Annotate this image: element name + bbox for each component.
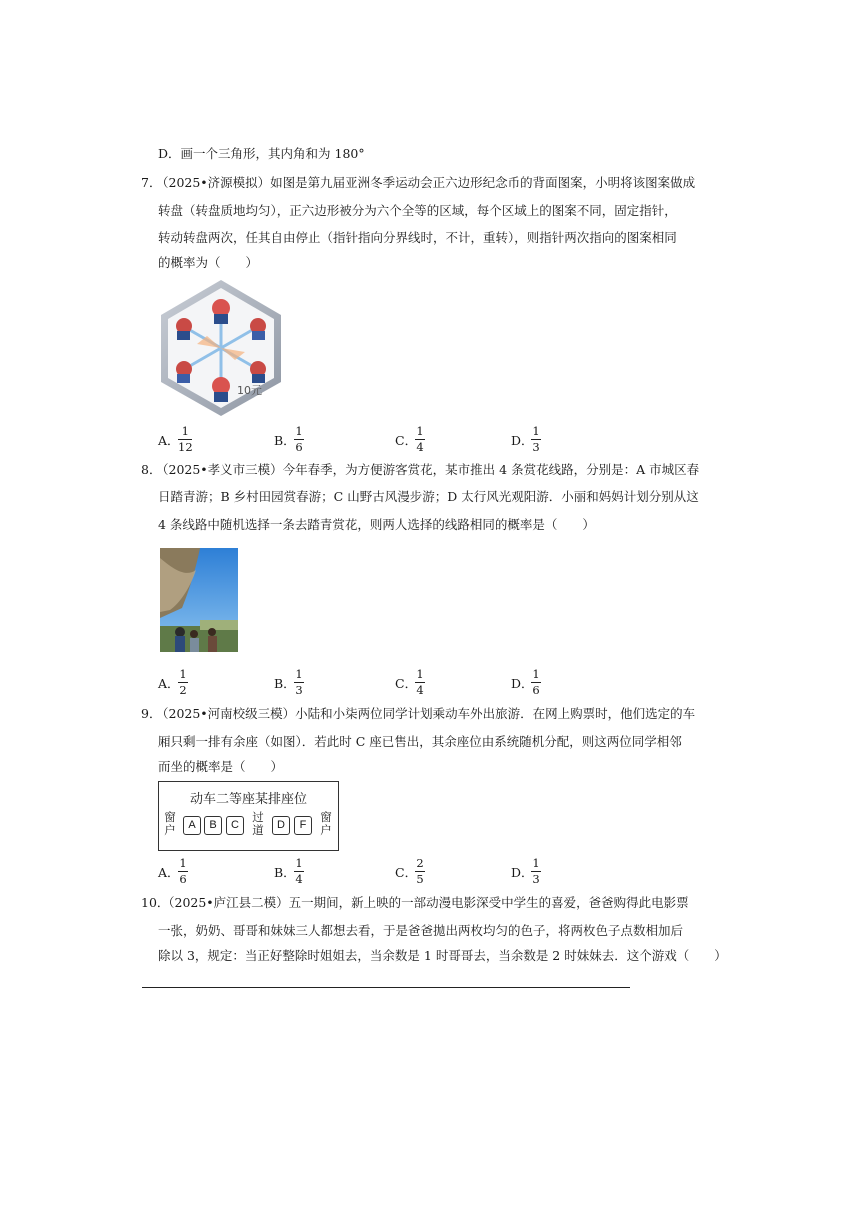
q10-text-line-3: 除以 3，规定：当正好整除时姐姐去，当余数是 1 时哥哥去，当余数是 2 时妹妹去．这个游戏（ ） — [158, 948, 727, 963]
q10-text-line-1: （2025•庐江县二模）五一期间，新上映的一部动漫电影深受中学生的喜爱，爸爸购得此电影票 — [162, 895, 689, 910]
q10-number: 10． — [141, 895, 170, 910]
q9-text-line-3: 而坐的概率是（ ） — [158, 759, 284, 774]
seat-b: B — [204, 816, 222, 835]
q9-number: 9． — [141, 706, 162, 721]
seat-f: F — [294, 816, 312, 835]
numerator: 1 — [295, 667, 303, 681]
option-label: B． — [274, 433, 296, 448]
option-label: A． — [158, 676, 180, 691]
numerator: 1 — [295, 424, 303, 438]
numerator: 1 — [532, 667, 540, 681]
denominator: 3 — [295, 683, 303, 697]
numerator: 1 — [179, 667, 187, 681]
q9-text-line-1: （2025•河南校级三模）小陆和小柒两位同学计划乘动车外出旅游．在网上购票时，他们选定的车 — [156, 706, 696, 721]
seat-d: D — [272, 816, 290, 835]
fraction — [294, 425, 304, 454]
numerator: 1 — [532, 424, 540, 438]
denominator: 2 — [179, 683, 187, 697]
q8-number: 8． — [141, 462, 162, 477]
q10-text-line-2: 一张，奶奶、哥哥和妹妹三人都想去看，于是爸爸拋出两枚均匀的色子，将两枚色子点数相加后 — [158, 923, 684, 938]
q9-text-line-2: 厢只剩一排有余座（如图）．若此时 C 座已售出，其余座位由系统随机分配，则这两位同学相邻 — [158, 734, 682, 749]
page-footer-rule — [142, 987, 630, 988]
numerator: 2 — [416, 856, 424, 870]
option-label: C． — [395, 865, 418, 880]
fraction — [415, 425, 425, 454]
fraction — [294, 857, 304, 886]
seat-c: C — [226, 816, 244, 835]
hexagon-coin-image — [157, 278, 285, 418]
denominator: 4 — [416, 440, 424, 454]
numerator: 1 — [416, 667, 424, 681]
q8-text-line-2: 日踏青游；B 乡村田园赏春游；C 山野古风漫步游；D 太行风光观阳游．小丽和妈妈计划分别从这 — [158, 489, 699, 504]
fraction — [294, 668, 304, 697]
denominator: 3 — [532, 872, 540, 886]
denominator: 6 — [295, 440, 303, 454]
fraction — [531, 425, 541, 454]
denominator: 4 — [416, 683, 424, 697]
fraction — [531, 668, 541, 697]
option-label: B． — [274, 676, 296, 691]
fraction — [178, 857, 188, 886]
numerator: 1 — [532, 856, 540, 870]
fraction — [415, 857, 425, 886]
fraction — [531, 857, 541, 886]
numerator: 1 — [295, 856, 303, 870]
numerator: 1 — [179, 856, 187, 870]
q6-option-d: D．画一个三角形，其内角和为 180° — [158, 146, 365, 161]
fraction — [178, 668, 188, 697]
denominator: 4 — [295, 872, 303, 886]
fraction — [415, 668, 425, 697]
seat-chart-title: 动车二等座某排座位 — [189, 792, 307, 807]
q7-text-line-1: （2025•济源模拟）如图是第九届亚洲冬季运动会正六边形纪念币的背面图案，小明将该图案做成 — [156, 175, 696, 190]
option-label: D． — [511, 676, 534, 691]
option-label: D． — [511, 865, 534, 880]
seat-a: A — [183, 816, 201, 835]
option-label: C． — [395, 433, 418, 448]
option-label: D． — [511, 433, 534, 448]
q8-text-line-3: 4 条线路中随机选择一条去踏青赏花，则两人选择的线路相同的概率是（ ） — [158, 517, 595, 532]
option-label: A． — [158, 865, 180, 880]
denominator: 3 — [532, 440, 540, 454]
seat-chart — [158, 781, 339, 851]
numerator: 1 — [416, 424, 424, 438]
window-left-label: 窗 户 — [164, 810, 176, 837]
denominator: 6 — [532, 683, 540, 697]
option-label: C． — [395, 676, 418, 691]
q8-text-line-1: （2025•孝义市三模）今年春季，为方便游客赏花，某市推出 4 条赏花线路，分别是：A 市城区春 — [156, 462, 700, 477]
numerator: 1 — [181, 424, 189, 438]
option-label: B． — [274, 865, 296, 880]
denominator: 12 — [178, 440, 193, 454]
option-label: A． — [158, 433, 180, 448]
q7-text-line-3: 转动转盘两次，任其自由停止（指针指向分界线时，不计，重转），则指针两次指向的图案相同 — [158, 230, 677, 245]
q7-text-line-4: 的概率为（ ） — [158, 255, 259, 270]
fraction — [178, 425, 193, 454]
window-right-label: 窗 户 — [320, 810, 332, 837]
denominator: 5 — [416, 872, 424, 886]
coin-value-text: 10元 — [237, 384, 262, 397]
q7-number: 7． — [141, 175, 162, 190]
spring-scenery-photo — [160, 548, 238, 652]
q7-text-line-2: 转盘（转盘质地均匀），正六边形被分为六个全等的区域，每个区域上的图案不同，固定指针， — [158, 203, 677, 218]
aisle-label: 过 道 — [252, 810, 264, 837]
denominator: 6 — [179, 872, 187, 886]
